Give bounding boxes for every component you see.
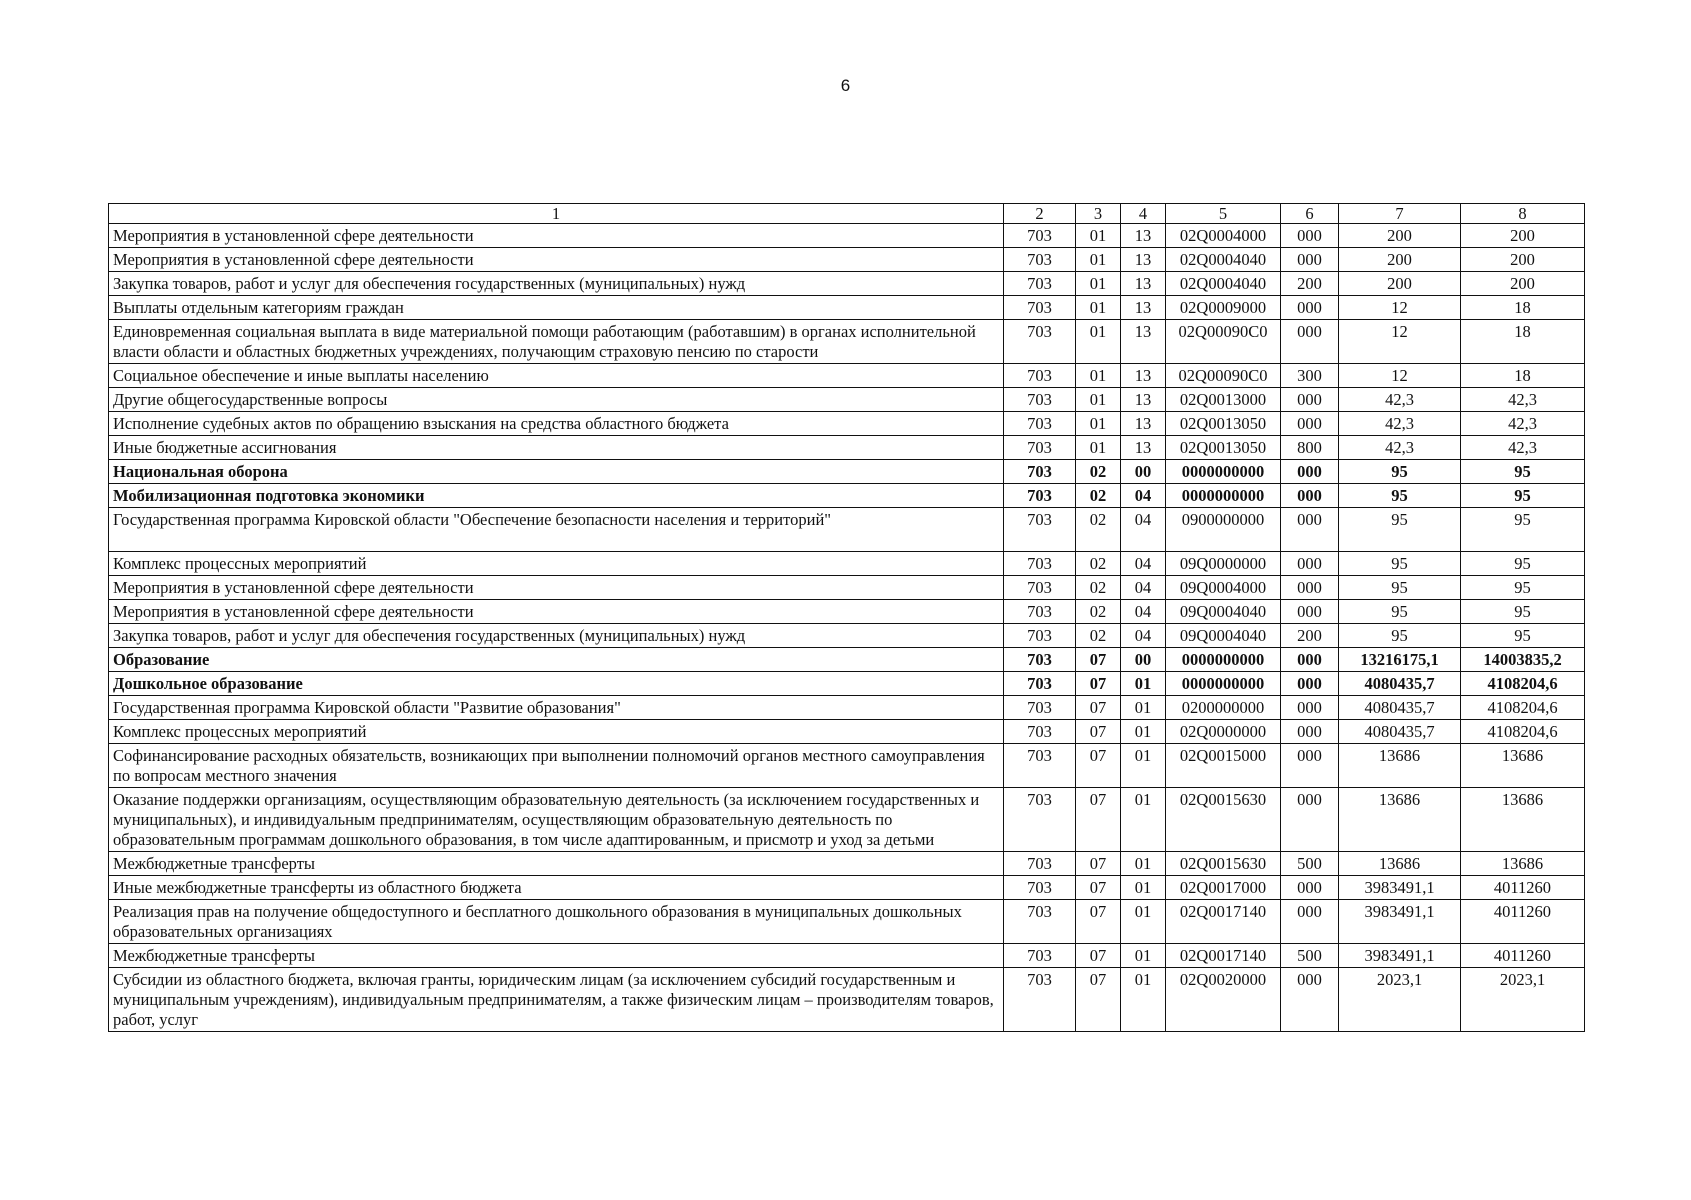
amount-year1-cell: 3983491,1 (1339, 876, 1461, 900)
section-cell: 01 (1076, 248, 1121, 272)
amount-year2-cell: 2023,1 (1461, 968, 1585, 1032)
table-row (109, 900, 1585, 944)
expense-type-cell: 000 (1281, 388, 1339, 412)
admin-code-cell: 703 (1004, 968, 1076, 1032)
amount-year2-cell: 13686 (1461, 744, 1585, 788)
table-row (109, 600, 1585, 624)
expense-type-cell: 000 (1281, 744, 1339, 788)
table-row (109, 272, 1585, 296)
target-article-cell: 02Q0009000 (1166, 296, 1281, 320)
row-name-cell: Реализация прав на получение общедоступного и бесплатного дошкольного образования в муниципальных дошкольных образовательных организациях (109, 900, 1004, 944)
expense-type-cell: 000 (1281, 696, 1339, 720)
target-article-cell: 09Q0004040 (1166, 600, 1281, 624)
table-row (109, 968, 1585, 1032)
amount-year2-cell: 13686 (1461, 852, 1585, 876)
row-name-cell: Национальная оборона (109, 460, 1004, 484)
section-cell: 02 (1076, 552, 1121, 576)
section-cell: 02 (1076, 624, 1121, 648)
row-name-cell: Мероприятия в установленной сфере деятельности (109, 600, 1004, 624)
subsection-cell: 01 (1121, 876, 1166, 900)
section-cell: 02 (1076, 600, 1121, 624)
row-name-cell: Иные бюджетные ассигнования (109, 436, 1004, 460)
admin-code-cell: 703 (1004, 852, 1076, 876)
expense-type-cell: 000 (1281, 788, 1339, 852)
section-cell: 07 (1076, 876, 1121, 900)
target-article-cell: 0000000000 (1166, 672, 1281, 696)
target-article-cell: 02Q0004000 (1166, 224, 1281, 248)
header-cell: 8 (1461, 204, 1585, 224)
section-cell: 07 (1076, 852, 1121, 876)
subsection-cell: 01 (1121, 720, 1166, 744)
amount-year1-cell: 12 (1339, 364, 1461, 388)
expense-type-cell: 000 (1281, 576, 1339, 600)
admin-code-cell: 703 (1004, 944, 1076, 968)
admin-code-cell: 703 (1004, 600, 1076, 624)
target-article-cell: 0900000000 (1166, 508, 1281, 552)
amount-year1-cell: 42,3 (1339, 436, 1461, 460)
target-article-cell: 02Q0004040 (1166, 248, 1281, 272)
amount-year2-cell: 4011260 (1461, 876, 1585, 900)
amount-year2-cell: 42,3 (1461, 412, 1585, 436)
admin-code-cell: 703 (1004, 460, 1076, 484)
row-name-cell: Государственная программа Кировской области "Обеспечение безопасности населения и территорий" (109, 508, 1004, 552)
amount-year2-cell: 95 (1461, 484, 1585, 508)
amount-year2-cell: 95 (1461, 460, 1585, 484)
amount-year1-cell: 13686 (1339, 788, 1461, 852)
row-name-cell: Мероприятия в установленной сфере деятельности (109, 248, 1004, 272)
table-row (109, 248, 1585, 272)
subsection-cell: 01 (1121, 852, 1166, 876)
table-row (109, 320, 1585, 364)
expense-type-cell: 200 (1281, 624, 1339, 648)
amount-year1-cell: 95 (1339, 624, 1461, 648)
header-cell: 2 (1004, 204, 1076, 224)
target-article-cell: 02Q00090C0 (1166, 320, 1281, 364)
subsection-cell: 13 (1121, 320, 1166, 364)
amount-year1-cell: 42,3 (1339, 388, 1461, 412)
header-cell: 3 (1076, 204, 1121, 224)
subsection-cell: 01 (1121, 788, 1166, 852)
table-row (109, 552, 1585, 576)
row-name-cell: Закупка товаров, работ и услуг для обеспечения государственных (муниципальных) нужд (109, 624, 1004, 648)
amount-year2-cell: 18 (1461, 296, 1585, 320)
table-header-row (109, 204, 1585, 224)
target-article-cell: 02Q0000000 (1166, 720, 1281, 744)
table-row (109, 648, 1585, 672)
admin-code-cell: 703 (1004, 224, 1076, 248)
expense-type-cell: 500 (1281, 944, 1339, 968)
table-row (109, 460, 1585, 484)
amount-year1-cell: 95 (1339, 600, 1461, 624)
admin-code-cell: 703 (1004, 720, 1076, 744)
subsection-cell: 01 (1121, 900, 1166, 944)
amount-year2-cell: 95 (1461, 552, 1585, 576)
row-name-cell: Мобилизационная подготовка экономики (109, 484, 1004, 508)
amount-year1-cell: 95 (1339, 576, 1461, 600)
target-article-cell: 02Q0013050 (1166, 436, 1281, 460)
table-row (109, 364, 1585, 388)
row-name-cell: Межбюджетные трансферты (109, 852, 1004, 876)
admin-code-cell: 703 (1004, 552, 1076, 576)
table-row (109, 696, 1585, 720)
amount-year1-cell: 95 (1339, 460, 1461, 484)
section-cell: 02 (1076, 484, 1121, 508)
amount-year2-cell: 95 (1461, 508, 1585, 552)
header-cell: 6 (1281, 204, 1339, 224)
subsection-cell: 13 (1121, 224, 1166, 248)
amount-year2-cell: 200 (1461, 272, 1585, 296)
admin-code-cell: 703 (1004, 320, 1076, 364)
admin-code-cell: 703 (1004, 248, 1076, 272)
subsection-cell: 13 (1121, 388, 1166, 412)
amount-year1-cell: 42,3 (1339, 412, 1461, 436)
amount-year1-cell: 4080435,7 (1339, 696, 1461, 720)
table-row (109, 224, 1585, 248)
target-article-cell: 02Q0013000 (1166, 388, 1281, 412)
row-name-cell: Социальное обеспечение и иные выплаты населению (109, 364, 1004, 388)
row-name-cell: Иные межбюджетные трансферты из областного бюджета (109, 876, 1004, 900)
row-name-cell: Дошкольное образование (109, 672, 1004, 696)
admin-code-cell: 703 (1004, 576, 1076, 600)
table-row (109, 624, 1585, 648)
header-cell: 1 (109, 204, 1004, 224)
row-name-cell: Оказание поддержки организациям, осуществляющим образовательную деятельность (за исключением государственных и муниципальных), и индивидуальным предпринимателям, осуществляющим образовательную деятельность по образовательным программам дошкольного образования, в том числе адаптированным, и присмотр и уход за детьми (109, 788, 1004, 852)
expense-type-cell: 000 (1281, 672, 1339, 696)
admin-code-cell: 703 (1004, 876, 1076, 900)
subsection-cell: 13 (1121, 436, 1166, 460)
admin-code-cell: 703 (1004, 272, 1076, 296)
target-article-cell: 02Q00090C0 (1166, 364, 1281, 388)
admin-code-cell: 703 (1004, 744, 1076, 788)
expense-type-cell: 000 (1281, 552, 1339, 576)
subsection-cell: 13 (1121, 248, 1166, 272)
page-number: 6 (840, 76, 851, 95)
subsection-cell: 04 (1121, 600, 1166, 624)
row-name-cell: Комплекс процессных мероприятий (109, 720, 1004, 744)
table-row (109, 508, 1585, 552)
admin-code-cell: 703 (1004, 364, 1076, 388)
section-cell: 01 (1076, 320, 1121, 364)
amount-year1-cell: 13686 (1339, 852, 1461, 876)
section-cell: 07 (1076, 696, 1121, 720)
section-cell: 01 (1076, 296, 1121, 320)
expense-type-cell: 300 (1281, 364, 1339, 388)
target-article-cell: 02Q0015630 (1166, 788, 1281, 852)
row-name-cell: Межбюджетные трансферты (109, 944, 1004, 968)
amount-year1-cell: 13216175,1 (1339, 648, 1461, 672)
subsection-cell: 13 (1121, 412, 1166, 436)
row-name-cell: Закупка товаров, работ и услуг для обеспечения государственных (муниципальных) нужд (109, 272, 1004, 296)
subsection-cell: 01 (1121, 744, 1166, 788)
table-row (109, 744, 1585, 788)
amount-year2-cell: 4011260 (1461, 900, 1585, 944)
amount-year2-cell: 13686 (1461, 788, 1585, 852)
amount-year2-cell: 4108204,6 (1461, 696, 1585, 720)
admin-code-cell: 703 (1004, 696, 1076, 720)
section-cell: 02 (1076, 576, 1121, 600)
admin-code-cell: 703 (1004, 484, 1076, 508)
amount-year1-cell: 12 (1339, 320, 1461, 364)
header-cell: 5 (1166, 204, 1281, 224)
admin-code-cell: 703 (1004, 508, 1076, 552)
amount-year2-cell: 4108204,6 (1461, 672, 1585, 696)
target-article-cell: 0000000000 (1166, 484, 1281, 508)
amount-year2-cell: 4011260 (1461, 944, 1585, 968)
section-cell: 01 (1076, 224, 1121, 248)
section-cell: 07 (1076, 968, 1121, 1032)
target-article-cell: 02Q0017140 (1166, 944, 1281, 968)
subsection-cell: 01 (1121, 968, 1166, 1032)
section-cell: 01 (1076, 272, 1121, 296)
expense-type-cell: 000 (1281, 320, 1339, 364)
section-cell: 07 (1076, 900, 1121, 944)
expense-type-cell: 000 (1281, 412, 1339, 436)
row-name-cell: Мероприятия в установленной сфере деятельности (109, 576, 1004, 600)
table-row (109, 388, 1585, 412)
table-row (109, 788, 1585, 852)
header-cell: 4 (1121, 204, 1166, 224)
expense-type-cell: 000 (1281, 600, 1339, 624)
amount-year1-cell: 200 (1339, 272, 1461, 296)
amount-year1-cell: 95 (1339, 508, 1461, 552)
admin-code-cell: 703 (1004, 412, 1076, 436)
expense-type-cell: 000 (1281, 508, 1339, 552)
subsection-cell: 04 (1121, 624, 1166, 648)
table-row (109, 484, 1585, 508)
amount-year1-cell: 95 (1339, 484, 1461, 508)
section-cell: 07 (1076, 672, 1121, 696)
subsection-cell: 13 (1121, 296, 1166, 320)
expense-type-cell: 000 (1281, 900, 1339, 944)
section-cell: 07 (1076, 944, 1121, 968)
admin-code-cell: 703 (1004, 672, 1076, 696)
amount-year1-cell: 12 (1339, 296, 1461, 320)
section-cell: 07 (1076, 788, 1121, 852)
table-row (109, 852, 1585, 876)
amount-year2-cell: 18 (1461, 320, 1585, 364)
amount-year1-cell: 4080435,7 (1339, 720, 1461, 744)
target-article-cell: 0200000000 (1166, 696, 1281, 720)
row-name-cell: Комплекс процессных мероприятий (109, 552, 1004, 576)
expense-type-cell: 000 (1281, 224, 1339, 248)
table-row (109, 672, 1585, 696)
row-name-cell: Выплаты отдельным категориям граждан (109, 296, 1004, 320)
amount-year1-cell: 3983491,1 (1339, 900, 1461, 944)
admin-code-cell: 703 (1004, 296, 1076, 320)
table-row (109, 876, 1585, 900)
table-row (109, 576, 1585, 600)
target-article-cell: 09Q0004000 (1166, 576, 1281, 600)
subsection-cell: 04 (1121, 576, 1166, 600)
amount-year2-cell: 42,3 (1461, 436, 1585, 460)
amount-year2-cell: 95 (1461, 576, 1585, 600)
row-name-cell: Государственная программа Кировской области "Развитие образования" (109, 696, 1004, 720)
target-article-cell: 0000000000 (1166, 460, 1281, 484)
row-name-cell: Образование (109, 648, 1004, 672)
section-cell: 07 (1076, 648, 1121, 672)
amount-year2-cell: 95 (1461, 600, 1585, 624)
expense-type-cell: 000 (1281, 460, 1339, 484)
target-article-cell: 02Q0015630 (1166, 852, 1281, 876)
row-name-cell: Мероприятия в установленной сфере деятельности (109, 224, 1004, 248)
subsection-cell: 01 (1121, 672, 1166, 696)
target-article-cell: 09Q0004040 (1166, 624, 1281, 648)
admin-code-cell: 703 (1004, 648, 1076, 672)
target-article-cell: 02Q0004040 (1166, 272, 1281, 296)
amount-year1-cell: 2023,1 (1339, 968, 1461, 1032)
amount-year1-cell: 200 (1339, 224, 1461, 248)
subsection-cell: 13 (1121, 272, 1166, 296)
row-name-cell: Другие общегосударственные вопросы (109, 388, 1004, 412)
subsection-cell: 13 (1121, 364, 1166, 388)
table-row (109, 436, 1585, 460)
table-row (109, 296, 1585, 320)
row-name-cell: Единовременная социальная выплата в виде материальной помощи работающим (работавшим) в органах исполнительной власти области и областных бюджетных учреждениях, получающим страховую пенсию по старости (109, 320, 1004, 364)
amount-year2-cell: 42,3 (1461, 388, 1585, 412)
target-article-cell: 02Q0017000 (1166, 876, 1281, 900)
budget-table (108, 203, 1585, 1032)
admin-code-cell: 703 (1004, 900, 1076, 944)
admin-code-cell: 703 (1004, 624, 1076, 648)
amount-year2-cell: 18 (1461, 364, 1585, 388)
row-name-cell: Софинансирование расходных обязательств, возникающих при выполнении полномочий органов местного самоуправления по вопросам местного значения (109, 744, 1004, 788)
expense-type-cell: 000 (1281, 484, 1339, 508)
section-cell: 01 (1076, 436, 1121, 460)
section-cell: 01 (1076, 364, 1121, 388)
expense-type-cell: 000 (1281, 248, 1339, 272)
expense-type-cell: 200 (1281, 272, 1339, 296)
section-cell: 02 (1076, 460, 1121, 484)
amount-year2-cell: 200 (1461, 224, 1585, 248)
expense-type-cell: 800 (1281, 436, 1339, 460)
target-article-cell: 02Q0020000 (1166, 968, 1281, 1032)
section-cell: 01 (1076, 388, 1121, 412)
section-cell: 02 (1076, 508, 1121, 552)
amount-year1-cell: 200 (1339, 248, 1461, 272)
amount-year2-cell: 200 (1461, 248, 1585, 272)
section-cell: 07 (1076, 744, 1121, 788)
admin-code-cell: 703 (1004, 436, 1076, 460)
admin-code-cell: 703 (1004, 788, 1076, 852)
expense-type-cell: 000 (1281, 876, 1339, 900)
table-row (109, 720, 1585, 744)
target-article-cell: 02Q0013050 (1166, 412, 1281, 436)
amount-year2-cell: 14003835,2 (1461, 648, 1585, 672)
target-article-cell: 02Q0015000 (1166, 744, 1281, 788)
table-row (109, 412, 1585, 436)
section-cell: 01 (1076, 412, 1121, 436)
subsection-cell: 01 (1121, 696, 1166, 720)
amount-year1-cell: 13686 (1339, 744, 1461, 788)
amount-year2-cell: 4108204,6 (1461, 720, 1585, 744)
amount-year2-cell: 95 (1461, 624, 1585, 648)
subsection-cell: 01 (1121, 944, 1166, 968)
expense-type-cell: 000 (1281, 968, 1339, 1032)
section-cell: 07 (1076, 720, 1121, 744)
subsection-cell: 04 (1121, 552, 1166, 576)
subsection-cell: 00 (1121, 460, 1166, 484)
admin-code-cell: 703 (1004, 388, 1076, 412)
expense-type-cell: 500 (1281, 852, 1339, 876)
row-name-cell: Субсидии из областного бюджета, включая гранты, юридическим лицам (за исключением субсидий государственным и муниципальным учреждениям), индивидуальным предпринимателям, а также физическим лицам – производителям товаров, работ, услуг (109, 968, 1004, 1032)
amount-year1-cell: 4080435,7 (1339, 672, 1461, 696)
header-cell: 7 (1339, 204, 1461, 224)
table-row (109, 944, 1585, 968)
subsection-cell: 00 (1121, 648, 1166, 672)
subsection-cell: 04 (1121, 484, 1166, 508)
subsection-cell: 04 (1121, 508, 1166, 552)
target-article-cell: 0000000000 (1166, 648, 1281, 672)
amount-year1-cell: 95 (1339, 552, 1461, 576)
expense-type-cell: 000 (1281, 296, 1339, 320)
row-name-cell: Исполнение судебных актов по обращению взыскания на средства областного бюджета (109, 412, 1004, 436)
target-article-cell: 09Q0000000 (1166, 552, 1281, 576)
expense-type-cell: 000 (1281, 720, 1339, 744)
expense-type-cell: 000 (1281, 648, 1339, 672)
target-article-cell: 02Q0017140 (1166, 900, 1281, 944)
amount-year1-cell: 3983491,1 (1339, 944, 1461, 968)
